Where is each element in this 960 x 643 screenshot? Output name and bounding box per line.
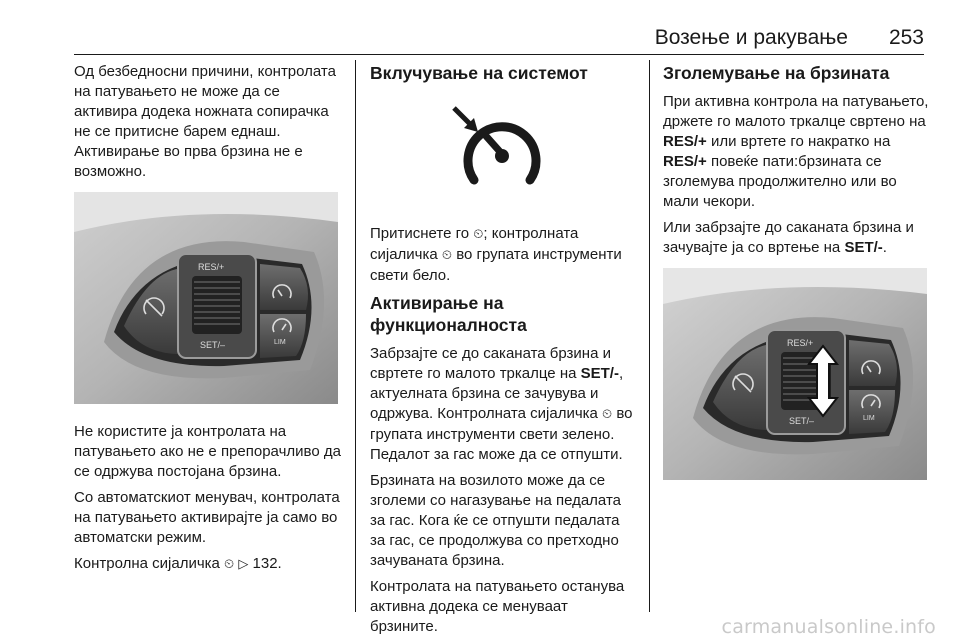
text: или вртете го накратко на [710,133,891,150]
steering-wheel-controls-photo [74,192,338,404]
column-divider [649,60,650,612]
text: Или забрзајте до саканата брзина и зачувајте ја со вртење на [663,219,914,256]
section-heading: Зголемување на брзината [663,63,890,83]
paragraph: Со автоматскиот менувач, контролата на патувањето активирајте ја само во автоматски режим. [74,489,340,546]
lim-label: LIM [863,415,875,422]
paragraph [663,218,929,258]
cruise-control-icon: ⏲ [224,557,235,572]
text: . [882,239,887,256]
column-1 [74,62,346,581]
section-heading: Вклучување на системот [370,63,588,83]
paragraph [74,554,346,575]
text: во групата инструменти свети зелено. Педалот за гас може да се отпушти. [370,405,633,463]
text: Притиснете го [370,225,470,242]
text: При активна контрола на патувањето, држете го малото тркалце свртено на [663,93,929,130]
page-reference-icon: ▷ [238,557,249,572]
column-2 [370,62,636,643]
chapter-title: Возење и ракување [654,26,848,49]
page-reference: 132. [252,555,282,572]
page-number: 253 [888,26,924,49]
control-label: SET/- [580,365,619,382]
text: Забрзајте се до саканата брзина и свртете го малото тркалце на [370,345,611,382]
text: во групата инструменти свети бело. [370,246,622,284]
cruise-control-icon: ⏲ [473,227,484,242]
text: , актуелната брзина се зачувува и одржува. Контролната сијаличка [370,365,624,422]
header-rule [74,54,924,55]
control-label: RES/+ [663,153,707,170]
control-label: RES/+ [663,133,707,150]
steering-wheel-controls-photo [663,268,927,480]
paragraph: Не користите ја контролата на патувањето ако не е препорачливо да се одржува постојана брзина. [74,423,341,480]
watermark: carmanualsonline.info [721,616,936,638]
res-label: RES/+ [787,338,814,348]
paragraph: Контролата на патувањето останува активна додека се менуваат брзините. [370,578,625,635]
text: Контролна сијаличка [74,555,220,572]
control-label: SET/- [844,239,883,256]
column-divider [355,60,356,612]
cruise-control-icon: ⏲ [602,407,613,422]
set-label: SET/– [789,416,815,426]
set-label: SET/– [200,340,226,350]
cruise-control-icon: ⏲ [441,248,453,263]
paragraph [663,92,929,212]
column-3 [663,62,929,498]
paragraph [370,344,636,465]
text: повеќе пати:брзината се зголемува продолжително или во мали чекори. [663,153,897,210]
cruise-control-symbol-illustration [370,92,632,204]
paragraph: Брзината на возилото може да се зголеми со нагазување на педалата за гас. Кога ќе се отпушти педалата за гас, се продолжува со претходно зачуваната брзина. [370,472,621,569]
lim-label: LIM [274,339,286,346]
paragraph: Од безбедносни причини, контролата на патувањето не може да се активира додека ножната сопирачка не се притисне барем еднаш. Активирање во прва брзина не е возможно. [74,63,336,180]
section-heading: Активирање на функционалноста [370,293,527,335]
text: ; контролната сијаличка [370,225,579,263]
paragraph [370,224,636,286]
res-label: RES/+ [198,262,225,272]
page-header [0,0,960,56]
